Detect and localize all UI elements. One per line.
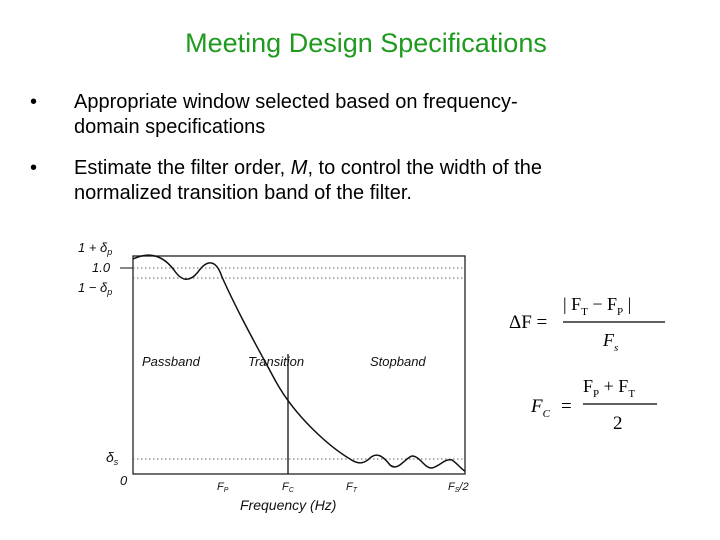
equations-panel <box>505 282 680 442</box>
eq2-equals: = <box>561 396 572 417</box>
slide-title: Meeting Design Specifications <box>185 28 547 58</box>
ylabel-zero: 0 <box>120 473 128 488</box>
bullet-item-filter-order <box>30 156 680 206</box>
xtick-fc: FC <box>282 481 294 494</box>
ylabel-one: 1.0 <box>92 260 111 275</box>
bullet-2-text-post: , to control the width of the <box>307 157 543 179</box>
bullet-2-text-pre: Estimate the filter order, <box>74 157 291 179</box>
bullet-dot: • <box>30 91 38 113</box>
bullet-item-window <box>30 90 680 140</box>
ylabel-one-plus-delta: $1 + \delta_p$ <box>78 240 113 257</box>
eq1-numerator: | $F_T - F_P$ | <box>563 294 632 318</box>
bullet-2-line-2: normalized transition band of the filter. <box>74 182 412 204</box>
xtick-ft: FT <box>346 481 358 494</box>
xaxis-label: Frequency (Hz) <box>240 497 337 513</box>
region-label-transition: Transition <box>248 354 305 369</box>
eq1-lhs: ΔF = <box>509 312 548 333</box>
region-label-passband: Passband <box>142 354 200 369</box>
bullet-1-line-2: domain specifications <box>74 116 266 138</box>
bullet-dot: • <box>30 157 38 179</box>
bullet-1-line-1: Appropriate window selected based on frequency- <box>74 91 518 113</box>
bullet-2-var-m: M <box>290 157 308 179</box>
filter-response-diagram <box>70 232 500 522</box>
bullet-list <box>30 90 680 222</box>
eq2-denominator: 2 <box>613 413 623 434</box>
eq1-denominator: $F_s$ <box>603 330 619 354</box>
eq2-numerator: $F_P + F_T$ <box>583 376 636 400</box>
ylabel-one-minus-delta: $1 - \delta_p$ <box>78 280 113 297</box>
xtick-fs-half: FS/2 <box>448 481 469 494</box>
region-label-stopband: Stopband <box>370 354 426 369</box>
ylabel-stopband-delta: $\delta_s$ <box>106 449 119 467</box>
xtick-fp: FP <box>217 481 229 494</box>
eq2-lhs: $F_C$ <box>531 396 550 420</box>
